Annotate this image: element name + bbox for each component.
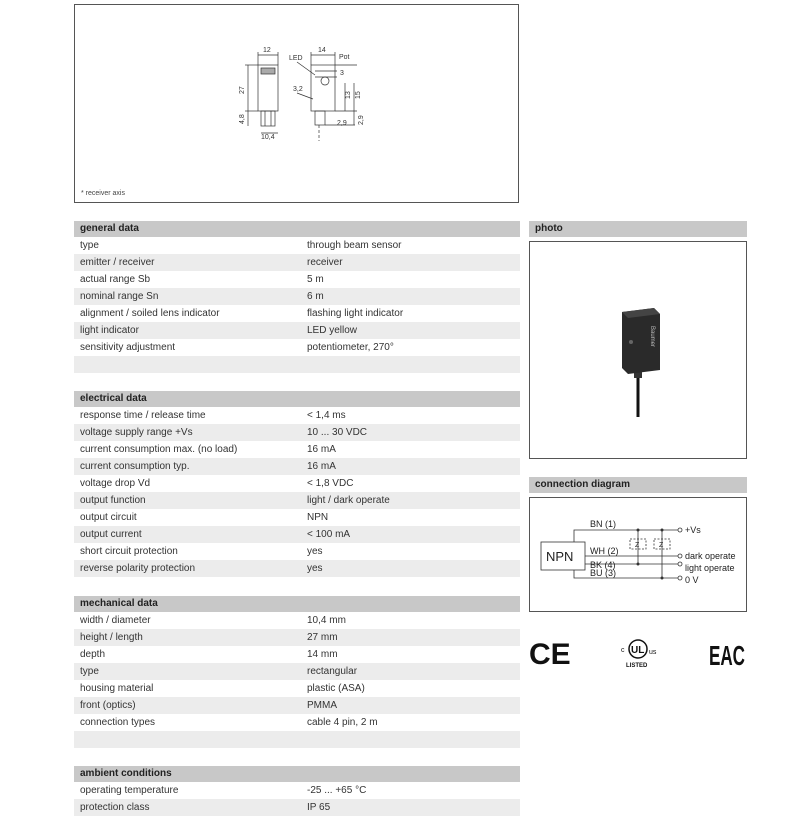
row-key: sensitivity adjustment bbox=[80, 342, 176, 353]
ul-us-text: us bbox=[649, 649, 657, 656]
photo-header: photo bbox=[529, 221, 747, 237]
certification-logos bbox=[529, 632, 747, 672]
z-label-1: Z bbox=[635, 542, 640, 549]
sensor-photo-image bbox=[530, 242, 746, 458]
row-key: short circuit protection bbox=[80, 546, 178, 557]
row-value: 16 mA bbox=[307, 444, 336, 455]
dim-10-4: 10,4 bbox=[261, 134, 275, 141]
ce-mark-icon: CE bbox=[529, 638, 571, 671]
dim-3-2: 3,2 bbox=[293, 86, 303, 93]
npn-label: NPN bbox=[546, 549, 574, 564]
table-row bbox=[74, 407, 520, 424]
row-key: front (optics) bbox=[80, 700, 136, 711]
general-data-rows bbox=[74, 237, 520, 373]
receiver-axis-note: * receiver axis bbox=[81, 190, 125, 197]
dim-14: 14 bbox=[318, 47, 326, 54]
row-value: cable 4 pin, 2 m bbox=[307, 717, 378, 728]
general-data-table bbox=[74, 221, 520, 373]
row-value: receiver bbox=[307, 257, 343, 268]
terminal-dark-operate: dark operate bbox=[685, 551, 736, 561]
table-row bbox=[74, 237, 520, 254]
ul-listed-text: LISTED bbox=[626, 663, 648, 669]
table-row bbox=[74, 305, 520, 322]
connection-diagram bbox=[529, 497, 747, 612]
dim-3: 3 bbox=[340, 70, 344, 77]
row-key: voltage drop Vd bbox=[80, 478, 151, 489]
dim-4-8: 4,8 bbox=[239, 114, 246, 124]
row-key: housing material bbox=[80, 683, 154, 694]
row-value: < 1,4 ms bbox=[307, 410, 346, 421]
row-key: operating temperature bbox=[80, 785, 179, 796]
table-row bbox=[74, 526, 520, 543]
table-row bbox=[74, 475, 520, 492]
dim-27: 27 bbox=[239, 86, 246, 94]
wire-bn: BN (1) bbox=[590, 519, 617, 529]
row-key: type bbox=[80, 666, 99, 677]
z-label-2: Z bbox=[659, 542, 664, 549]
row-key: width / diameter bbox=[80, 615, 151, 626]
row-key: emitter / receiver bbox=[80, 257, 155, 268]
table-row bbox=[74, 697, 520, 714]
product-photo bbox=[529, 241, 747, 459]
table-row bbox=[74, 339, 520, 356]
row-value: PMMA bbox=[307, 700, 337, 711]
table-row bbox=[74, 492, 520, 509]
row-key: protection class bbox=[80, 802, 150, 813]
row-key: alignment / soiled lens indicator bbox=[80, 308, 220, 319]
dim-15: 15 bbox=[355, 91, 362, 99]
row-key: nominal range Sn bbox=[80, 291, 159, 302]
photo-brand-label: Baumer bbox=[649, 326, 655, 348]
dim-13: 13 bbox=[345, 91, 352, 99]
row-value: 6 m bbox=[307, 291, 324, 302]
row-value: < 100 mA bbox=[307, 529, 351, 540]
row-value: light / dark operate bbox=[307, 495, 390, 506]
row-value: NPN bbox=[307, 512, 329, 523]
table-row bbox=[74, 322, 520, 339]
row-value: 27 mm bbox=[307, 632, 338, 643]
table-row bbox=[74, 509, 520, 526]
row-value: 10 ... 30 VDC bbox=[307, 427, 368, 438]
table-row bbox=[74, 629, 520, 646]
row-value: yes bbox=[307, 563, 323, 574]
row-value: < 1,8 VDC bbox=[307, 478, 354, 489]
row-value: potentiometer, 270° bbox=[307, 342, 394, 353]
table-row bbox=[74, 560, 520, 577]
row-key: current consumption typ. bbox=[80, 461, 190, 472]
row-value: 16 mA bbox=[307, 461, 336, 472]
row-key: connection types bbox=[80, 717, 156, 728]
certification-marks bbox=[529, 632, 747, 672]
row-value: through beam sensor bbox=[307, 240, 402, 251]
ambient-conditions-table bbox=[74, 766, 520, 816]
ul-c-text: c bbox=[621, 647, 625, 654]
ambient-conditions-rows bbox=[74, 782, 520, 816]
terminal-vs: +Vs bbox=[685, 525, 701, 535]
table-row bbox=[74, 424, 520, 441]
row-key: type bbox=[80, 240, 99, 251]
row-key: output circuit bbox=[80, 512, 137, 523]
dim-2-9: 2,9 bbox=[337, 120, 347, 127]
terminal-light-operate: light operate bbox=[685, 563, 735, 573]
row-key: height / length bbox=[80, 632, 143, 643]
electrical-data-table bbox=[74, 391, 520, 577]
row-value: 10,4 mm bbox=[307, 615, 346, 626]
wire-wh: WH (2) bbox=[590, 546, 619, 556]
row-value: plastic (ASA) bbox=[307, 683, 365, 694]
ambient-conditions-header: ambient conditions bbox=[74, 766, 520, 782]
row-key: light indicator bbox=[80, 325, 139, 336]
table-row bbox=[74, 646, 520, 663]
ul-listed-mark-icon bbox=[621, 640, 657, 669]
dim-led: LED bbox=[289, 55, 303, 62]
row-value: 14 mm bbox=[307, 649, 338, 660]
table-row bbox=[74, 782, 520, 799]
general-data-header: general data bbox=[74, 221, 520, 237]
row-key: output current bbox=[80, 529, 142, 540]
row-key: output function bbox=[80, 495, 146, 506]
table-row bbox=[74, 271, 520, 288]
mechanical-data-table bbox=[74, 596, 520, 748]
dim-2-9-vertical: 2,9 bbox=[358, 115, 365, 125]
ul-mark-text: UL bbox=[631, 645, 645, 656]
mechanical-data-header: mechanical data bbox=[74, 596, 520, 612]
table-row bbox=[74, 458, 520, 475]
table-row bbox=[74, 663, 520, 680]
table-row bbox=[74, 612, 520, 629]
row-value: -25 ... +65 °C bbox=[307, 785, 367, 796]
row-value: LED yellow bbox=[307, 325, 358, 336]
row-key: current consumption max. (no load) bbox=[80, 444, 238, 455]
row-key: depth bbox=[80, 649, 106, 660]
dimension-drawing bbox=[74, 4, 519, 203]
row-value: yes bbox=[307, 546, 323, 557]
blank-row bbox=[74, 731, 520, 748]
table-row bbox=[74, 680, 520, 697]
electrical-data-rows bbox=[74, 407, 520, 577]
table-row bbox=[74, 441, 520, 458]
wiring-diagram bbox=[530, 498, 746, 611]
dim-pot: Pot bbox=[339, 54, 350, 61]
row-key: actual range Sb bbox=[80, 274, 151, 285]
wire-bu: BU (3) bbox=[590, 568, 617, 578]
connection-diagram-header: connection diagram bbox=[529, 477, 747, 493]
row-key: response time / release time bbox=[80, 410, 206, 421]
table-row bbox=[74, 543, 520, 560]
wire-bk: BK (4) bbox=[590, 560, 616, 570]
terminal-0v: 0 V bbox=[685, 575, 699, 585]
mechanical-data-rows bbox=[74, 612, 520, 748]
blank-row bbox=[74, 356, 520, 373]
table-row bbox=[74, 799, 520, 816]
row-value: flashing light indicator bbox=[307, 308, 404, 319]
row-value: rectangular bbox=[307, 666, 358, 677]
row-value: 5 m bbox=[307, 274, 324, 285]
dimension-drawing-svg bbox=[75, 5, 518, 202]
table-row bbox=[74, 714, 520, 731]
row-value: IP 65 bbox=[307, 802, 331, 813]
electrical-data-header: electrical data bbox=[74, 391, 520, 407]
dim-12: 12 bbox=[263, 47, 271, 54]
row-key: voltage supply range +Vs bbox=[80, 427, 193, 438]
row-key: reverse polarity protection bbox=[80, 563, 196, 574]
table-row bbox=[74, 288, 520, 305]
eac-mark-icon: EAC bbox=[709, 640, 745, 671]
table-row bbox=[74, 254, 520, 271]
